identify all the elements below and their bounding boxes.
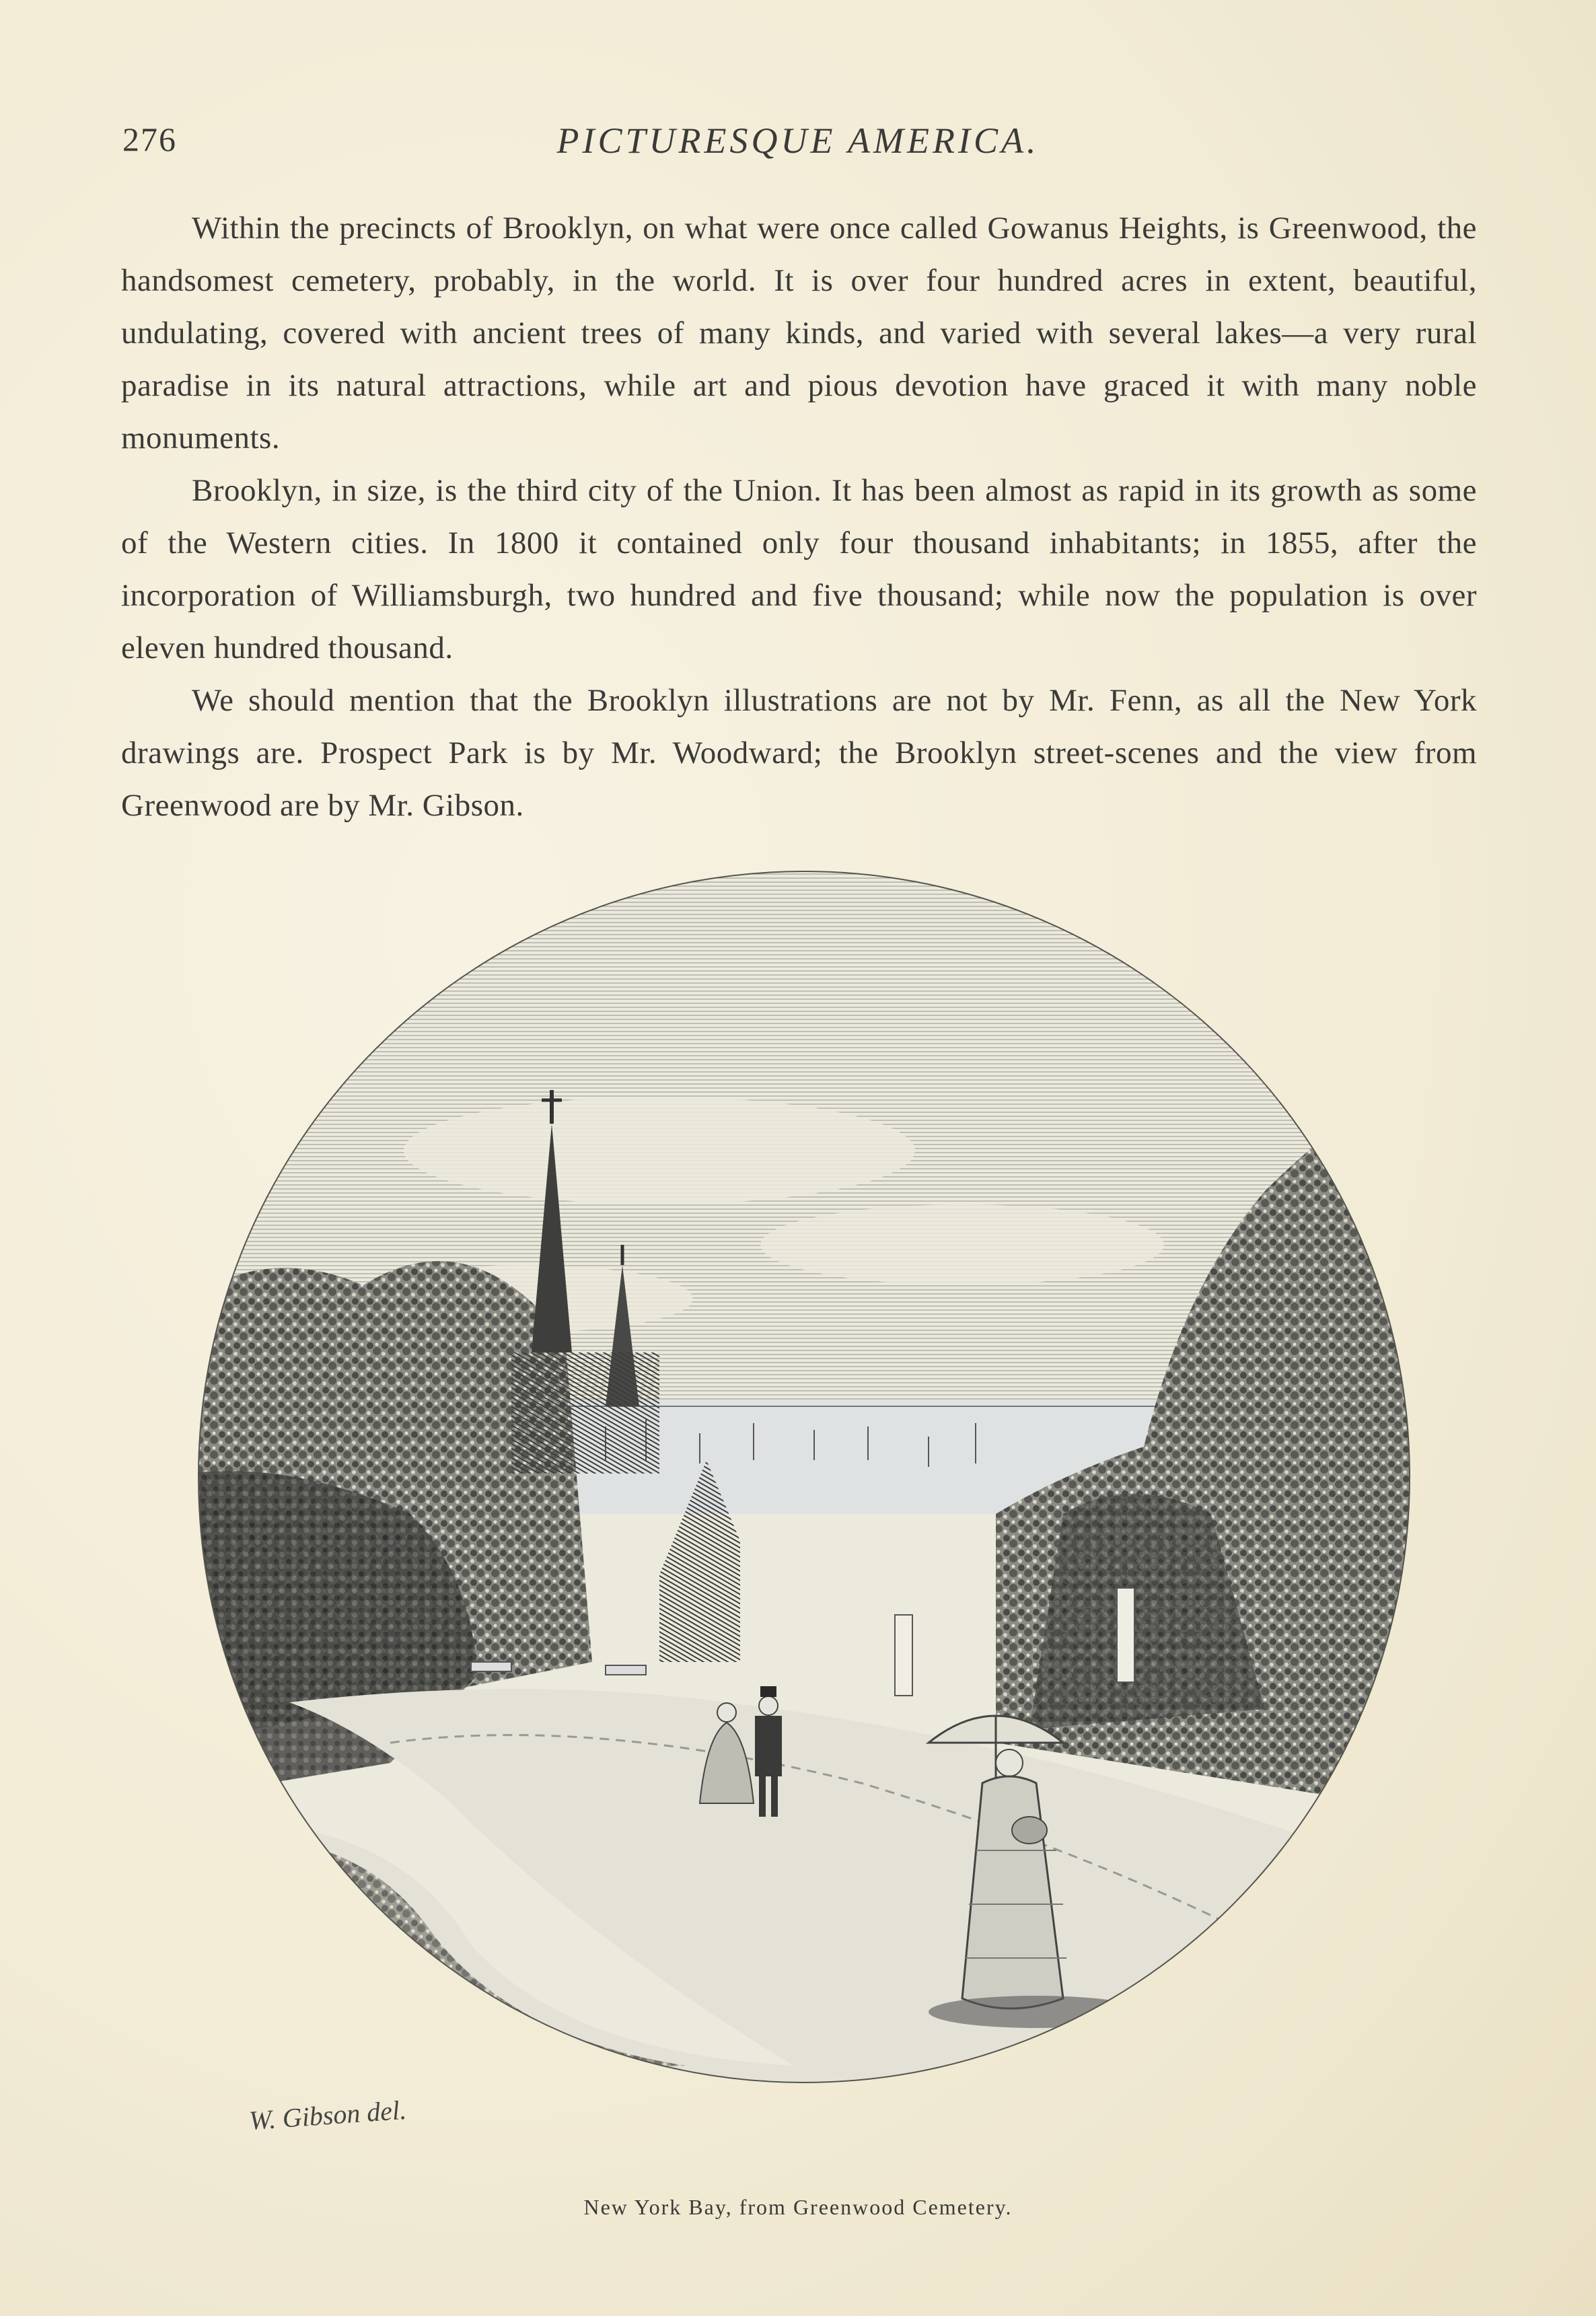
paragraph: Brooklyn, in size, is the third city of the Union. It has been almost as rapid in its growth as some of the Western cities. In 1800 it contained only four thousand inhabitants; in 1855, after the incorporation of Williamsburgh, two hundred and five thousand; while now the population is over eleven hundred thousand. — [121, 473, 1477, 665]
paragraph: We should mention that the Brooklyn illustrations are not by Mr. Fenn, as all the New York drawings are. Prospect Park is by Mr. Woodward; the Brooklyn street-scenes and the view from Greenwood are by Mr. Gibson. — [121, 683, 1477, 823]
running-head: PICTURESQUE AMERICA. — [556, 120, 1040, 161]
paragraph: Within the precincts of Brooklyn, on what were once called Gowanus Heights, is Greenwood, the handsomest cemetery, probably, in the world. It is over four hundred acres in extent, beautiful, undulating, covered with ancient trees of many kinds, and varied with several lakes—a very rural paradise in its natural attractions, while art and pious devotion have graced it with many noble monuments. — [121, 211, 1477, 456]
body-text — [121, 202, 1477, 832]
engraving-illustration — [188, 868, 1420, 2187]
artist-signature: W. Gibson del. — [248, 2094, 408, 2136]
page-number: 276 — [122, 120, 177, 158]
illustration-caption: New York Bay, from Greenwood Cemetery. — [583, 2195, 1013, 2219]
